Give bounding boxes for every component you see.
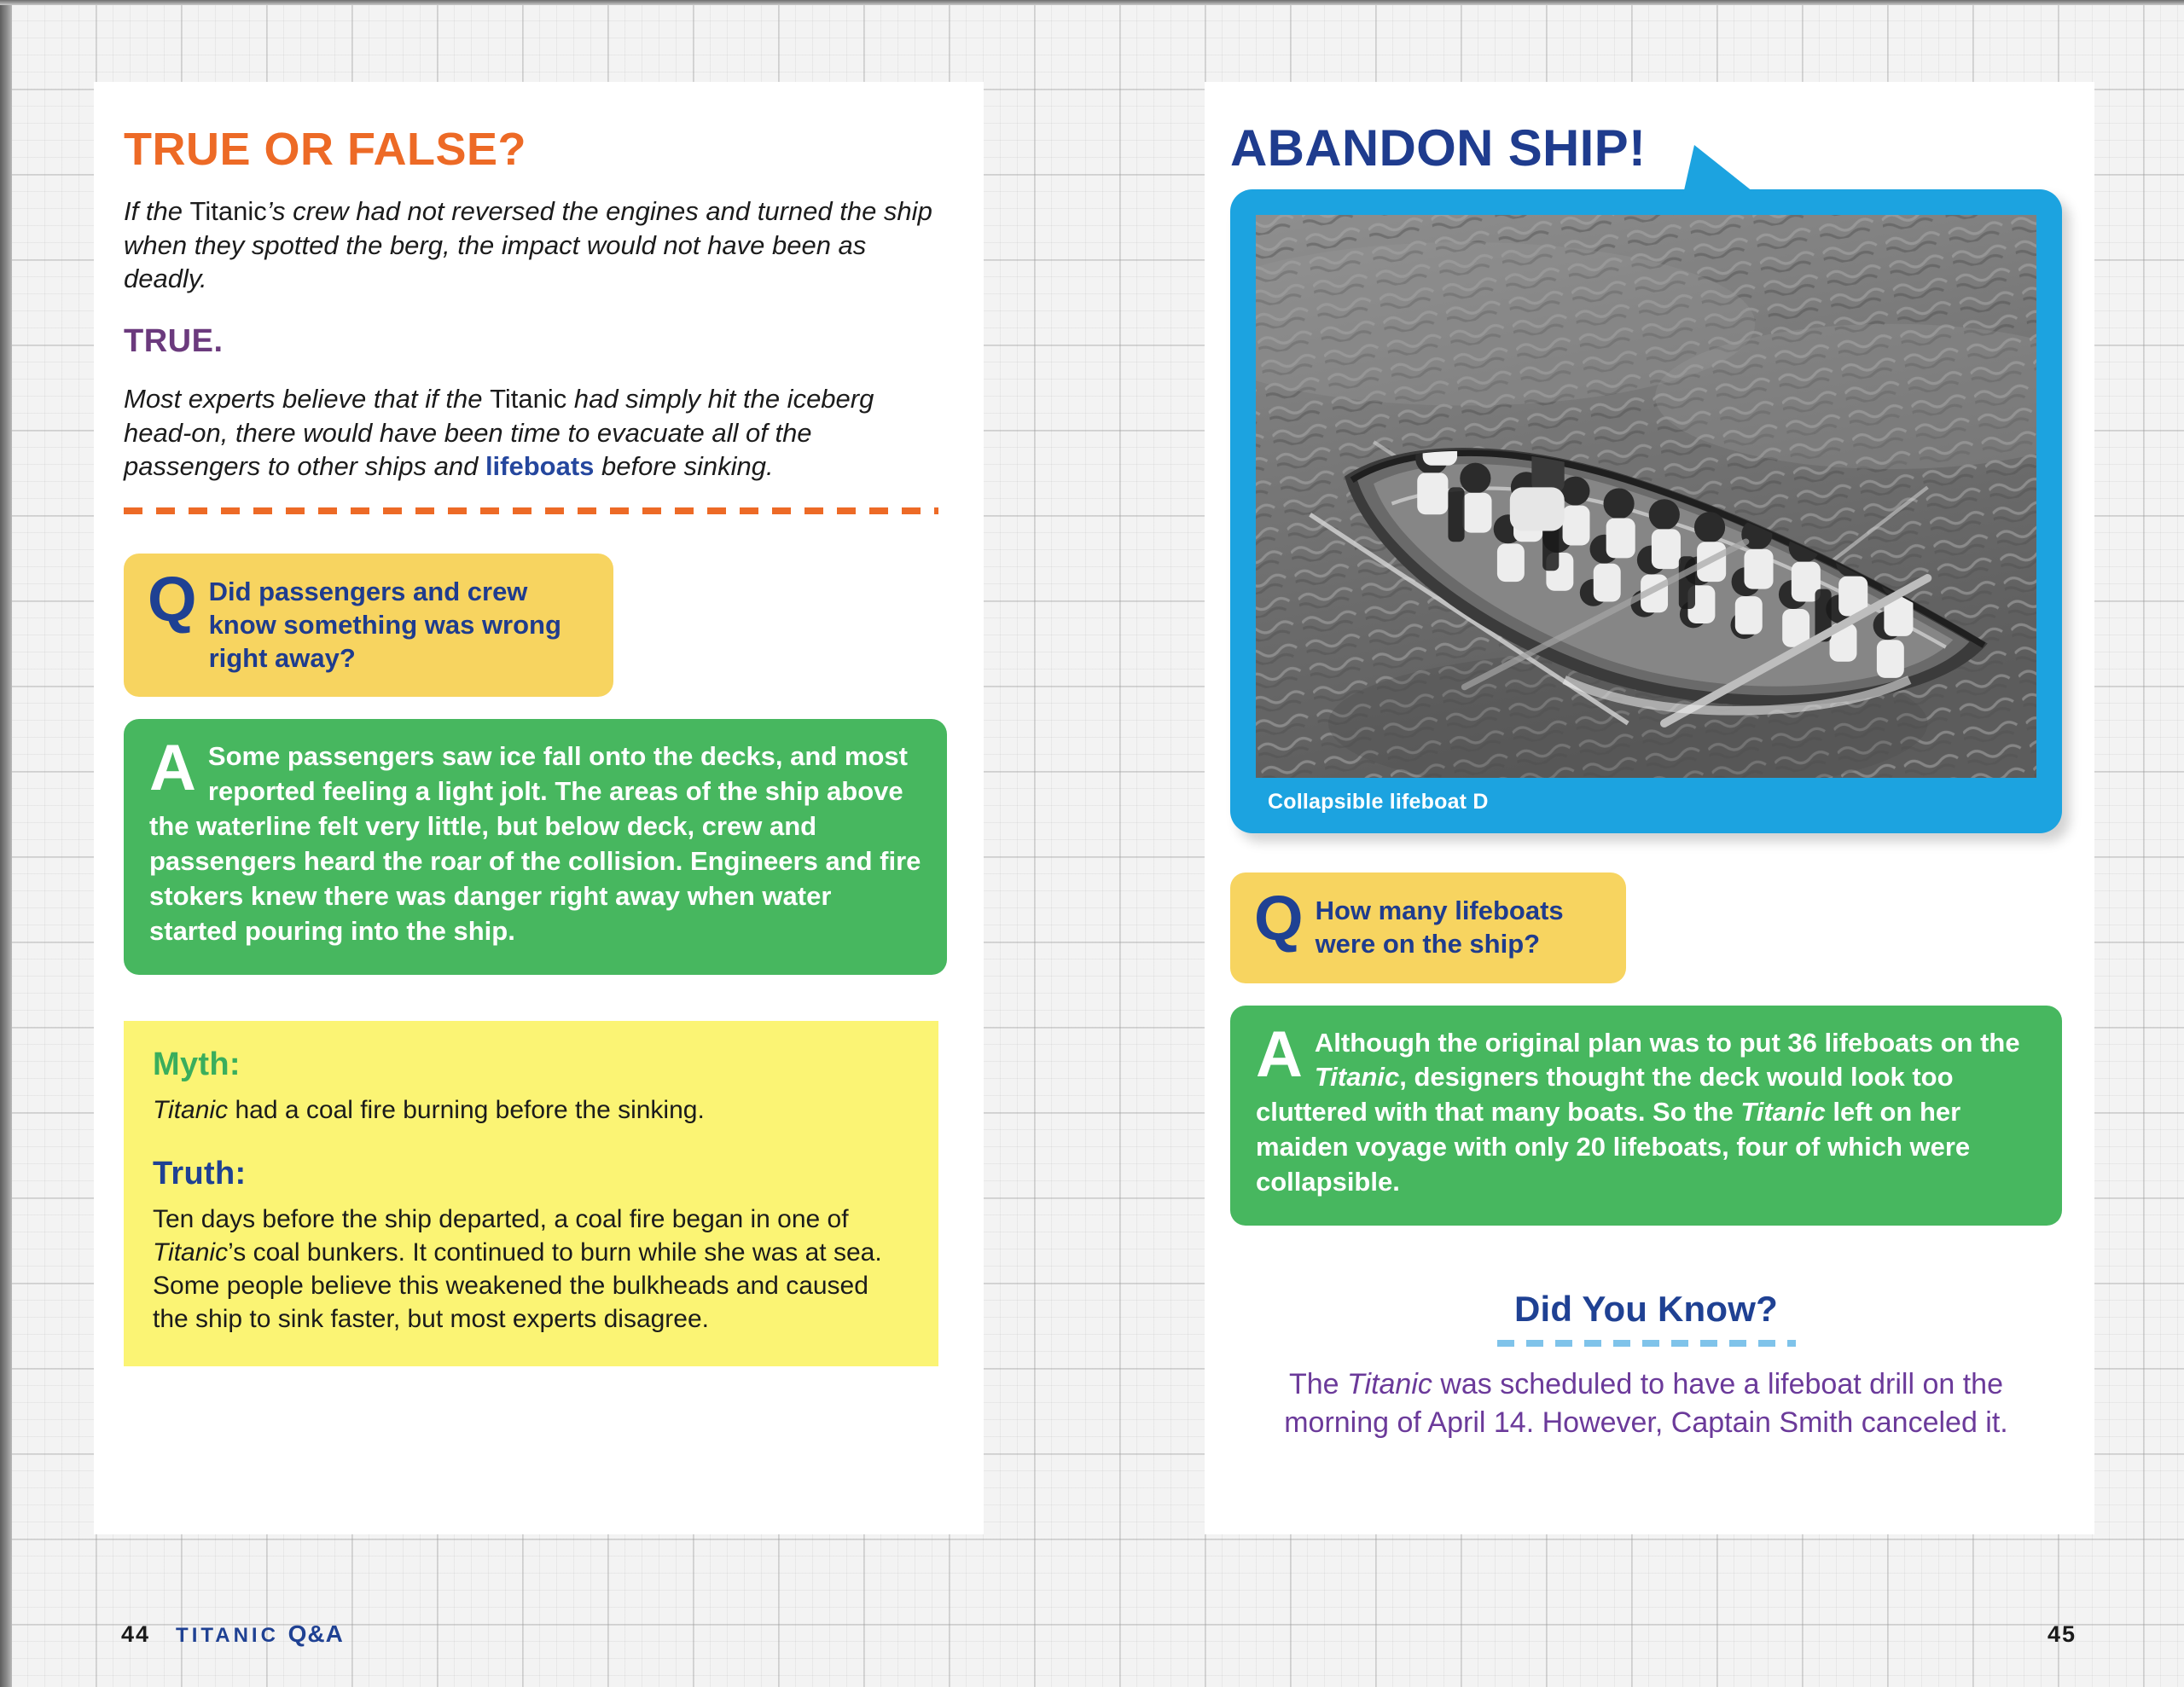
myth-truth-box (124, 1021, 938, 1366)
did-you-know-dashed-rule (1497, 1340, 1796, 1347)
lifeboats-highlight: lifeboats (485, 451, 595, 482)
answer-text-right (1256, 1017, 2036, 1201)
q-letter-icon: Q (148, 564, 197, 635)
dyk-post: was scheduled to have a lifeboat drill on the morning of April 14. However, Captain Smith canceled it. (1284, 1368, 2008, 1440)
explanation-pre: Most experts believe that if the (124, 384, 491, 415)
right-page (1205, 82, 2094, 1534)
answer-text-left: Some passengers saw ice fall onto the decks, and most reported feeling a light jolt. The areas of the ship above the waterline felt very little, but below deck, crew and passengers heard the roar of the collision. Engineers and fire stokers knew there was danger right away when water started pouring into the ship. (149, 741, 921, 946)
answer-part2: , designers thought the deck would look too cluttered with that many boats. So the (1256, 1062, 1954, 1128)
page-edge-shadow-left (0, 0, 12, 1687)
answer-part3: left on her maiden voyage with only 20 lifeboats, four of which were collapsible. (1256, 1097, 1971, 1197)
question-box-left (124, 554, 613, 697)
statement-pre: If the (124, 196, 190, 226)
footer-left (121, 1620, 344, 1648)
answer-box-left (124, 719, 947, 974)
explanation-paragraph (124, 382, 938, 484)
running-head-bold: Q&A (288, 1620, 344, 1647)
page-edge-shadow-top (0, 0, 2184, 5)
verdict-true: TRUE. (124, 323, 224, 360)
running-head (176, 1620, 344, 1648)
dyk-pre: The (1289, 1368, 1348, 1401)
a-letter-icon-right: A (1256, 1017, 1303, 1091)
photo-caption: Collapsible lifeboat D (1268, 790, 1489, 814)
truth-titanic: Titanic (153, 1238, 229, 1267)
truth-text (153, 1203, 909, 1336)
myth-label: Myth: (153, 1046, 241, 1082)
answer-box-right (1230, 1006, 2062, 1226)
myth-titanic: Titanic (153, 1095, 229, 1124)
answer-titanic-2: Titanic (1740, 1097, 1826, 1128)
explanation-mid: had simply hit the iceberg head-on, there would have been time to evacuate all of the passengers to other ships and (124, 384, 874, 482)
page-number-left: 44 (121, 1621, 151, 1647)
page-number-right: 45 (2048, 1621, 2077, 1647)
question-box-right (1230, 872, 1626, 983)
question-text-right: How many lifeboats were on the ship? (1315, 896, 1564, 959)
explanation-titanic: Titanic (490, 384, 567, 415)
footer-right (2048, 1621, 2077, 1648)
answer-titanic-1: Titanic (1314, 1062, 1400, 1093)
left-page (94, 82, 984, 1534)
did-you-know-section (1230, 1289, 2062, 1442)
statement-post: ’s crew had not reversed the engines and turned the ship when they spotted the berg, the impact would not have been as deadly. (124, 196, 932, 294)
answer-part1: Although the original plan was to put 36 lifeboats on the (1314, 1027, 2020, 1058)
truth-label: Truth: (153, 1155, 247, 1191)
page-title-true-or-false: TRUE OR FALSE? (124, 124, 527, 175)
lifeboat-photo (1256, 215, 2036, 778)
dyk-titanic: Titanic (1347, 1368, 1432, 1401)
truth-pre: Ten days before the ship departed, a coal fire began in one of (153, 1204, 849, 1233)
myth-text (153, 1093, 909, 1127)
statement-paragraph (124, 194, 938, 296)
orange-dashed-divider (124, 507, 938, 514)
explanation-post: before sinking. (594, 451, 774, 482)
a-letter-icon: A (149, 732, 196, 805)
speech-bubble-tail (1682, 145, 1761, 198)
did-you-know-title: Did You Know? (1513, 1289, 1778, 1330)
q-letter-icon-right: Q (1254, 883, 1304, 954)
photo-card (1230, 189, 2062, 833)
page-title-abandon-ship: ABANDON SHIP! (1230, 119, 1647, 177)
question-text-left: Did passengers and crew know something was wrong right away? (208, 577, 561, 673)
myth-rest: had a coal fire burning before the sinking. (228, 1095, 705, 1124)
did-you-know-text (1230, 1365, 2062, 1442)
statement-titanic: Titanic (189, 196, 267, 226)
photo-card-wrapper (1230, 189, 2062, 833)
running-head-light: TITANIC (176, 1624, 288, 1647)
truth-post: ’s coal bunkers. It continued to burn while she was at sea. Some people believe this weakened the bulkheads and caused the ship to sink faster, but most experts disagree. (153, 1238, 882, 1333)
